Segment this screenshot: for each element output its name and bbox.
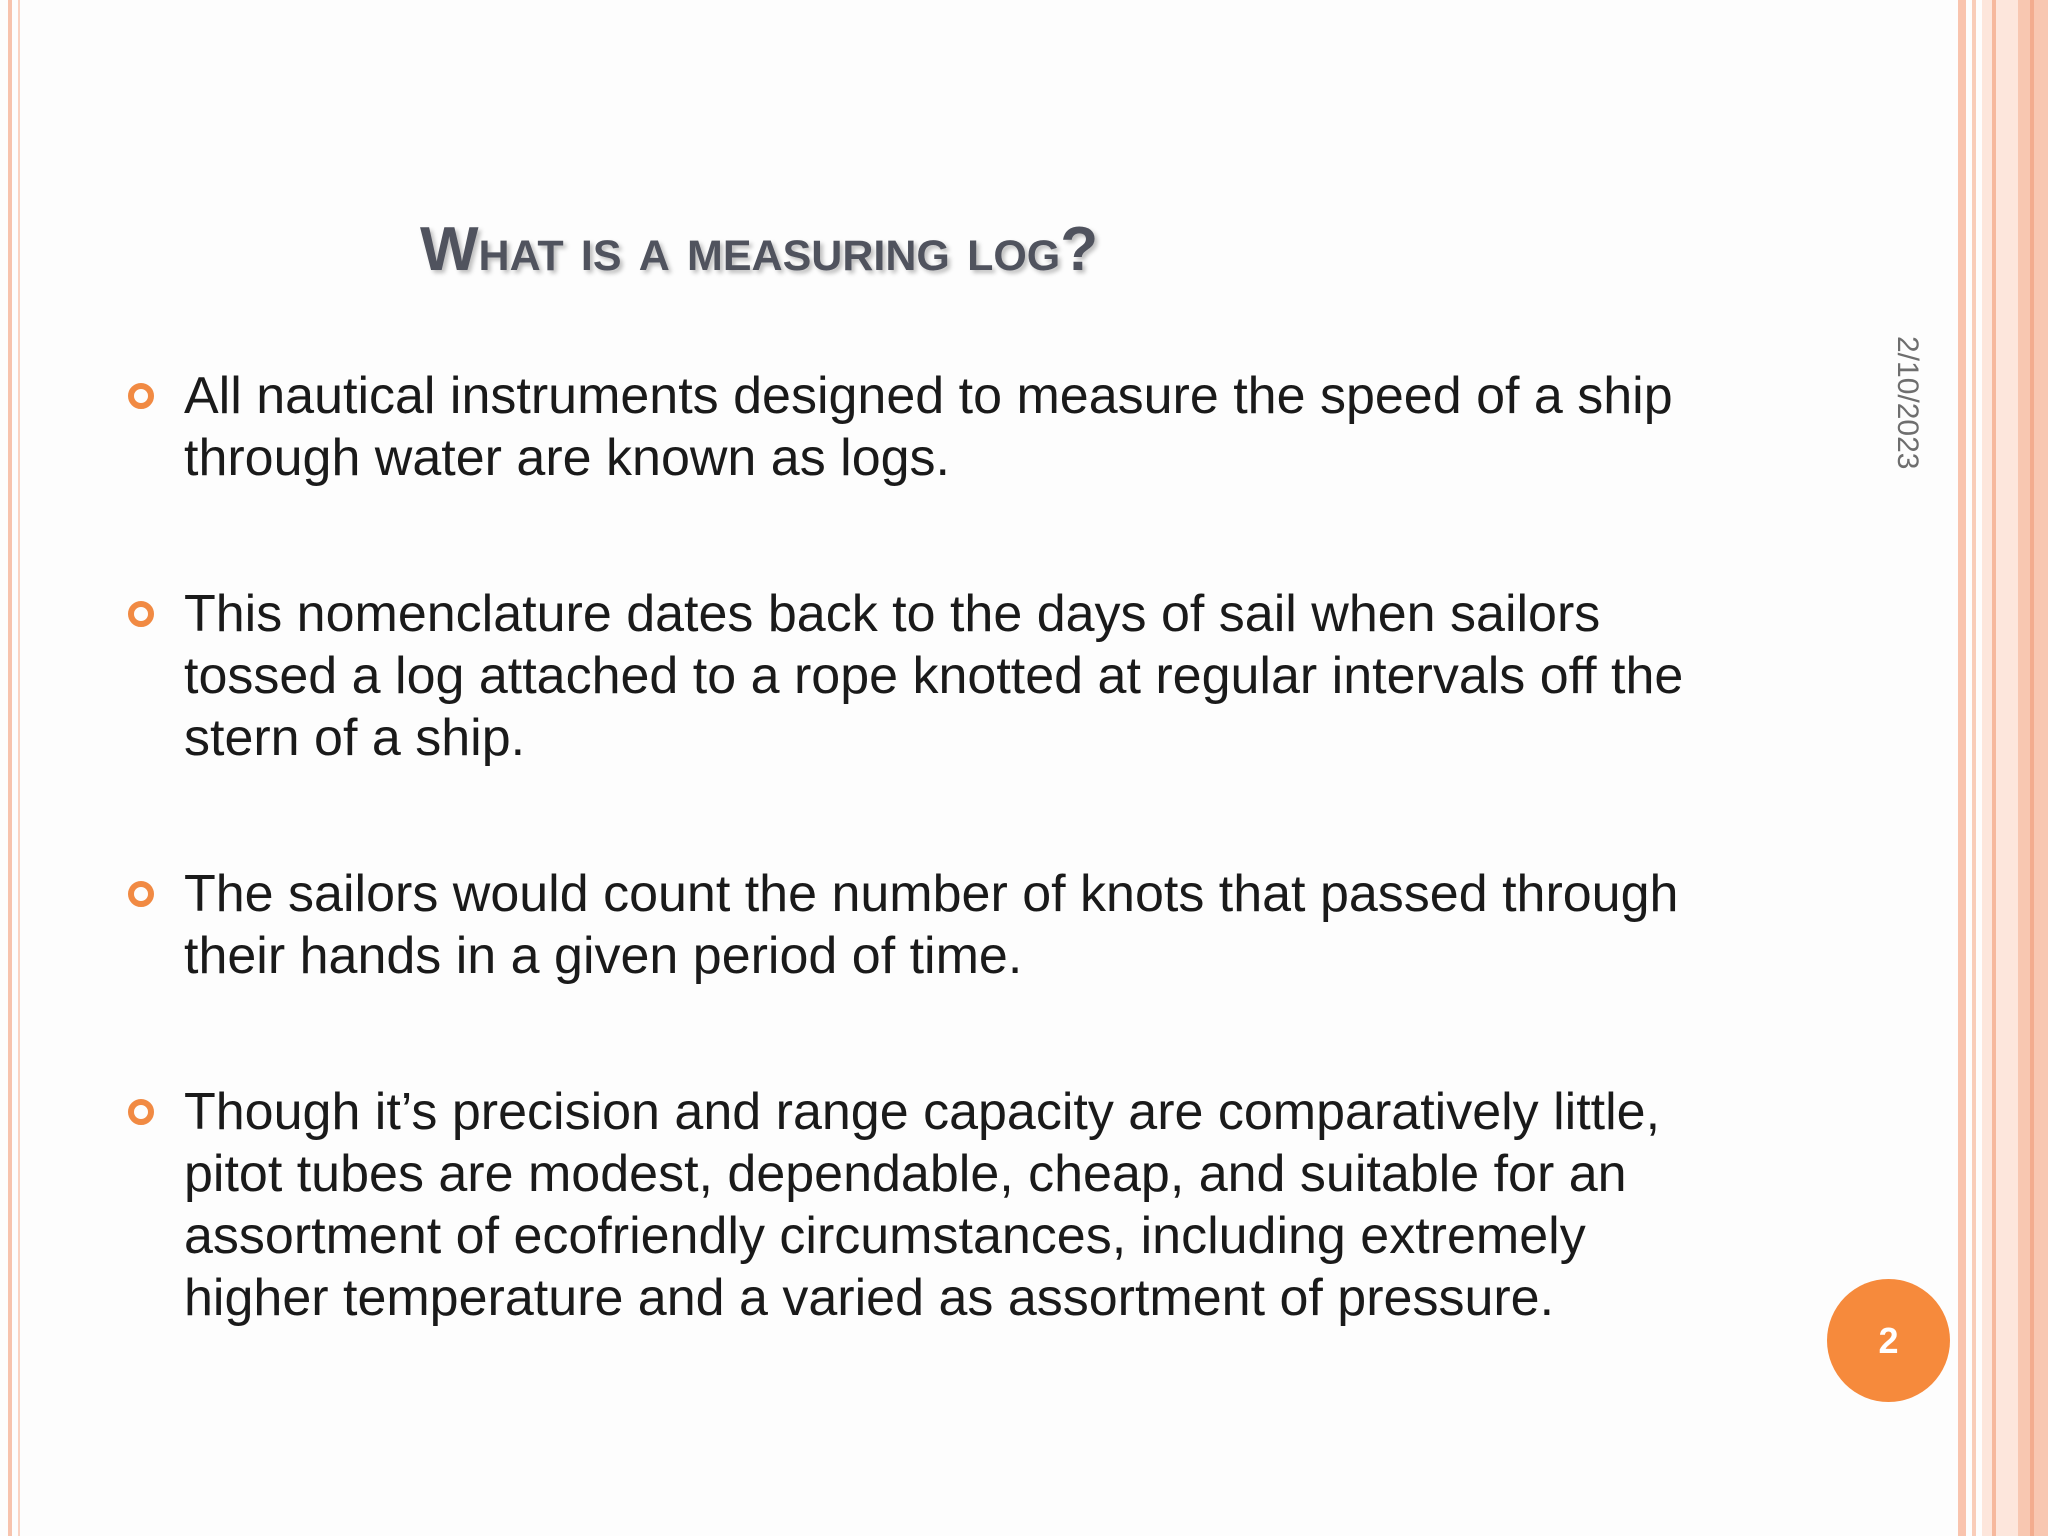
right-decor-stripe [1992,0,1996,1536]
bullet-text: The sailors would count the number of knots that passed through their hands in a given period of time. [184,865,1679,985]
left-border-stripe [8,0,12,1536]
right-decor-stripe [1958,0,1966,1536]
bullet-text: All nautical instruments designed to measure the speed of a ship through water are known as logs. [184,367,1673,487]
circle-bullet-icon [128,1099,154,1125]
bullet-text: This nomenclature dates back to the days of sail when sailors tossed a log attached to a rope knotted at regular intervals off the stern of a ship. [184,585,1684,767]
slide-title: What is a measuring log? [420,215,1099,284]
circle-bullet-icon [128,881,154,907]
circle-bullet-icon [128,383,154,409]
right-decor-stripe [1972,0,1976,1536]
bullet-text: Though it’s precision and range capacity are comparatively little, pitot tubes are modest, dependable, cheap, and suitable for an assortment of ecofriendly circumstances, including extremely higher temperature and a varied as assortment of pressure. [184,1083,1661,1327]
right-decor-stripe [2030,0,2034,1536]
circle-bullet-icon [128,601,154,627]
page-number-badge: 2 [1827,1279,1950,1402]
slide-date: 2/10/2023 [1891,336,1924,470]
right-decor-stripe [1982,0,2018,1536]
left-border-stripe-inner [18,0,20,1536]
